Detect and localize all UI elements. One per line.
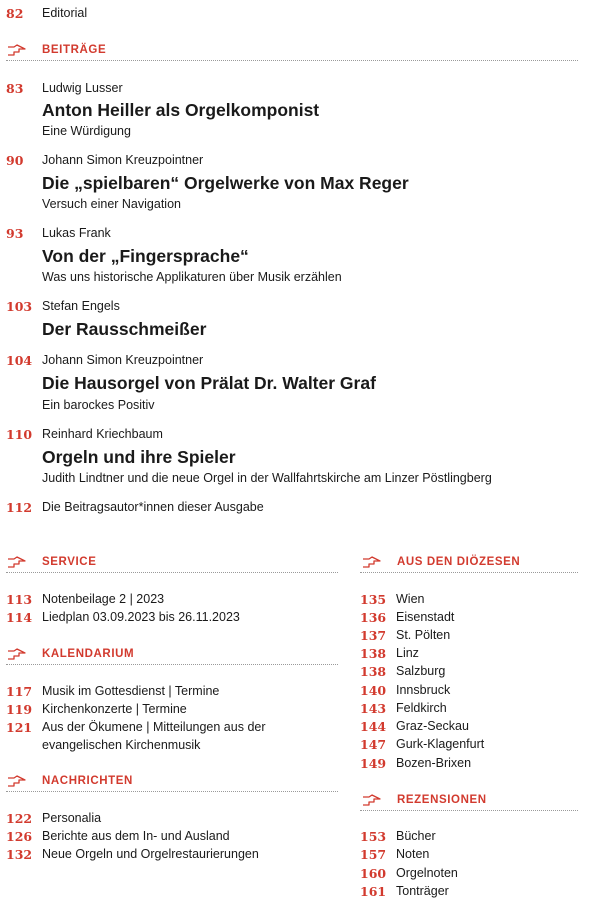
article-page: 104 [6,353,33,368]
list-item-page: 119 [6,702,33,717]
list-item-label[interactable]: Bozen-Brixen [396,756,472,770]
list-item-label[interactable]: Aus der Ökumene | Mitteilungen aus der [42,720,266,734]
closing-page: 112 [6,500,33,515]
article-subtitle: Judith Lindtner und die neue Orgel in der Wallfahrtskirche am Linzer Pöstlingberg [42,471,492,485]
list-item-label[interactable]: Bücher [396,829,436,843]
list-item-page: 157 [360,847,387,862]
divider [6,572,338,573]
list-item-label[interactable]: Noten [396,847,430,861]
section-heading-beitraege: BEITRÄGE [42,44,107,56]
article-page: 93 [6,226,24,241]
list-item-label[interactable]: Gurk-Klagenfurt [396,737,485,751]
article-page: 110 [6,427,33,442]
list-item-label[interactable]: Feldkirch [396,701,447,715]
list-item-label[interactable]: Personalia [42,811,102,825]
article-title[interactable]: Der Rausschmeißer [42,319,207,339]
divider [6,791,338,792]
list-item-label[interactable]: St. Pölten [396,628,451,642]
list-item-label[interactable]: Kirchenkonzerte | Termine [42,702,187,716]
pointing-hand-icon [7,556,27,568]
pointing-hand-icon [362,794,382,806]
section-heading-kalendarium: KALENDARIUM [42,648,135,660]
section-heading-nachrichten: NACHRICHTEN [42,775,133,787]
list-item-label[interactable]: Salzburg [396,664,446,678]
list-item-label[interactable]: Neue Orgeln und Orgelrestaurierungen [42,847,259,861]
divider [6,664,338,665]
list-item-page: 147 [360,737,387,752]
list-item-page: 126 [6,829,33,844]
article-title[interactable]: Von der „Fingersprache“ [42,246,249,266]
divider [6,60,578,61]
list-item-label-continuation[interactable]: evangelischen Kirchenmusik [42,738,201,752]
article-subtitle: Ein barockes Positiv [42,398,155,412]
list-item-page: 132 [6,847,33,862]
article-author: Johann Simon Kreuzpointner [42,353,204,367]
pointing-hand-icon [7,44,27,56]
list-item-label[interactable]: Eisenstadt [396,610,455,624]
list-item-label[interactable]: Orgelnoten [396,866,458,880]
closing-label[interactable]: Die Beitragsautor*innen dieser Ausgabe [42,500,264,514]
list-item-page: 135 [360,592,387,607]
list-item-page: 137 [360,628,387,643]
article-subtitle: Versuch einer Navigation [42,197,181,211]
article-page: 83 [6,81,24,96]
list-item-label[interactable]: Notenbeilage 2 | 2023 [42,592,165,606]
article-page: 90 [6,153,24,168]
list-item-page: 149 [360,756,387,771]
list-item-label[interactable]: Innsbruck [396,683,451,697]
article-title[interactable]: Die „spielbaren“ Orgelwerke von Max Reger [42,173,409,193]
section-heading-rezensionen: REZENSIONEN [397,794,487,806]
list-item-label[interactable]: Wien [396,592,425,606]
article-author: Johann Simon Kreuzpointner [42,153,204,167]
list-item-label[interactable]: Tonträger [396,884,449,898]
divider [360,810,578,811]
divider [360,572,578,573]
list-item-page: 144 [360,719,387,734]
article-author: Reinhard Kriechbaum [42,427,163,441]
list-item-page: 113 [6,592,33,607]
list-item-page: 114 [6,610,33,625]
list-item-label[interactable]: Liedplan 03.09.2023 bis 26.11.2023 [42,610,240,624]
list-item-page: 160 [360,866,387,881]
list-item-page: 140 [360,683,387,698]
editorial-page: 82 [6,6,24,21]
pointing-hand-icon [7,648,27,660]
list-item-label[interactable]: Graz-Seckau [396,719,469,733]
list-item-label[interactable]: Linz [396,646,419,660]
list-item-page: 161 [360,884,387,899]
list-item-page: 138 [360,664,387,679]
list-item-label[interactable]: Berichte aus dem In- und Ausland [42,829,230,843]
article-title[interactable]: Orgeln und ihre Spieler [42,447,236,467]
list-item-page: 153 [360,829,387,844]
article-title[interactable]: Die Hausorgel von Prälat Dr. Walter Graf [42,373,376,393]
article-subtitle: Eine Würdigung [42,124,131,138]
pointing-hand-icon [362,556,382,568]
article-subtitle: Was uns historische Applikaturen über Musik erzählen [42,270,342,284]
list-item-label[interactable]: Musik im Gottesdienst | Termine [42,684,220,698]
article-author: Stefan Engels [42,299,120,313]
article-author: Lukas Frank [42,226,111,240]
pointing-hand-icon [7,775,27,787]
article-page: 103 [6,299,33,314]
list-item-page: 122 [6,811,33,826]
article-title[interactable]: Anton Heiller als Orgelkomponist [42,100,320,120]
list-item-page: 143 [360,701,387,716]
section-heading-service: SERVICE [42,556,97,568]
list-item-page: 136 [360,610,387,625]
list-item-page: 117 [6,684,33,699]
article-author: Ludwig Lusser [42,81,123,95]
list-item-page: 138 [360,646,387,661]
editorial-label[interactable]: Editorial [42,6,88,20]
section-heading-dioezesen: AUS DEN DIÖZESEN [397,556,521,568]
list-item-page: 121 [6,720,33,735]
